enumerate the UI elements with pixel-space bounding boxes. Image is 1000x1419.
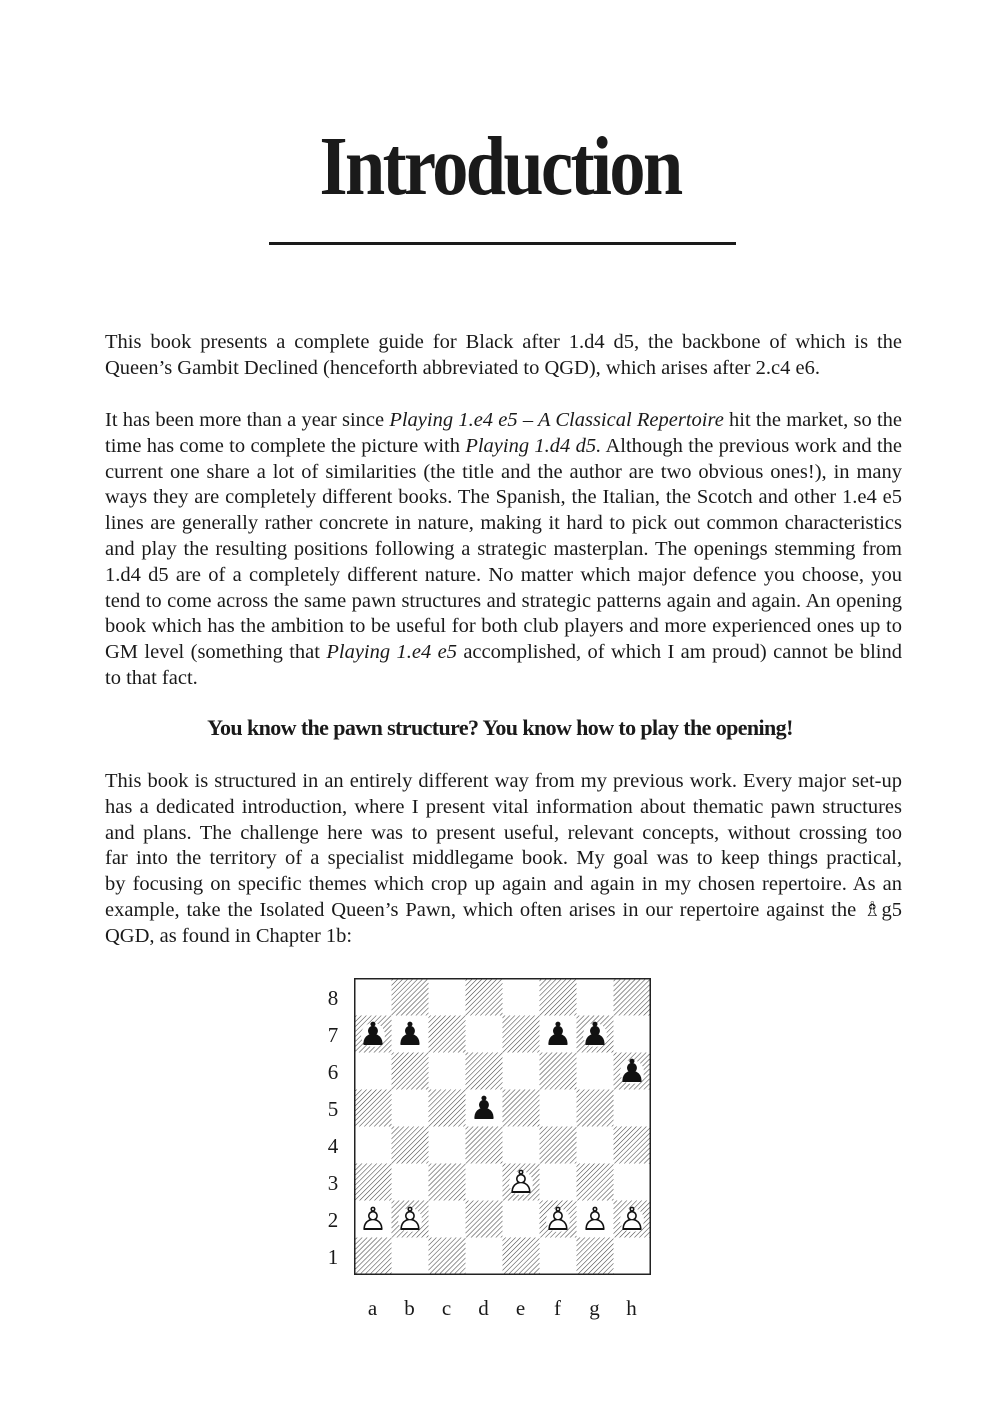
rank-label: 8 (327, 986, 339, 1010)
file-label: c (441, 1296, 452, 1320)
text-line: lines are generally rather concrete in nature, making it hard to pick out common characteristics (105, 512, 902, 535)
svg-text:♙: ♙ (358, 1200, 388, 1238)
svg-text:♟: ♟ (358, 1015, 388, 1053)
svg-text:♟: ♟ (543, 1015, 573, 1053)
book-title-italic: Playing 1.e4 e5 – A Classical Repertoire (389, 409, 724, 431)
square-b5 (392, 1090, 429, 1127)
rank-label: 6 (327, 1060, 339, 1084)
square-d6 (466, 1053, 503, 1090)
black-pawn-icon (396, 1015, 425, 1053)
svg-text:♙: ♙ (543, 1200, 573, 1238)
white-pawn-icon (359, 1200, 388, 1238)
text-line: to that fact. (105, 666, 198, 689)
black-pawn-icon (581, 1015, 610, 1053)
svg-text:♙: ♙ (617, 1200, 647, 1238)
section-heading: You know the pawn structure? You know how to play the opening! (207, 715, 793, 740)
white-pawn-icon (507, 1163, 536, 1201)
rank-label: 4 (327, 1134, 339, 1158)
file-label: f (554, 1296, 561, 1320)
text-line: Queen’s Gambit Declined (henceforth abbreviated to QGD), which arises after 2.c4 e6. (105, 356, 820, 379)
svg-text:♙: ♙ (395, 1200, 425, 1238)
svg-text:♟: ♟ (580, 1015, 610, 1053)
square-f3 (540, 1164, 577, 1201)
text-line: current one share a lot of similarities (the title and the author are two obvious ones!), in many (105, 460, 902, 483)
square-g4 (577, 1127, 614, 1164)
file-label: g (589, 1296, 600, 1320)
svg-text:♟: ♟ (617, 1052, 647, 1090)
text-line: time has come to complete the picture with Playing 1.d4 d5. Although the previous work and the (105, 434, 903, 457)
black-pawn-icon (470, 1089, 499, 1127)
file-label: d (478, 1296, 489, 1320)
square-e8 (503, 979, 540, 1016)
square-d1 (466, 1238, 503, 1275)
square-a6 (355, 1053, 392, 1090)
chess-board (354, 978, 651, 1275)
paragraph-intro (105, 330, 902, 382)
square-f5 (540, 1090, 577, 1127)
rank-label: 1 (327, 1245, 339, 1269)
title-underline (269, 242, 736, 245)
square-d8 (466, 979, 503, 1016)
square-f1 (540, 1238, 577, 1275)
file-label: b (404, 1296, 415, 1320)
square-h1 (614, 1238, 651, 1275)
rank-label: 2 (327, 1208, 339, 1232)
square-a8 (355, 979, 392, 1016)
rank-label: 3 (327, 1171, 339, 1195)
square-h4 (614, 1127, 651, 1164)
square-h7 (614, 1016, 651, 1053)
square-d3 (466, 1164, 503, 1201)
square-a4 (355, 1127, 392, 1164)
square-b4 (392, 1127, 429, 1164)
square-g3 (577, 1164, 614, 1201)
svg-text:♙: ♙ (580, 1200, 610, 1238)
text-line: GM level (something that Playing 1.e4 e5 accomplished, of which I am proud) cannot be blind (105, 641, 902, 664)
text-line: far into the territory of a specialist middlegame book. My goal was to keep things practical, (105, 847, 902, 870)
square-b3 (392, 1164, 429, 1201)
text-line: 1.d4 d5 are of a completely different nature. No matter which major defence you choose, you (105, 563, 902, 586)
text-line: This book is structured in an entirely different way from my previous work. Every major set-up (105, 770, 902, 792)
square-d7 (466, 1016, 503, 1053)
square-f8 (540, 979, 577, 1016)
page-title: Introduction (319, 120, 681, 213)
square-e6 (503, 1053, 540, 1090)
square-a3 (355, 1164, 392, 1201)
white-pawn-icon (544, 1200, 573, 1238)
square-b6 (392, 1053, 429, 1090)
square-c5 (429, 1090, 466, 1127)
text-line: tend to come across the same pawn structures and strategic patterns again and again. An opening (105, 589, 902, 612)
square-f4 (540, 1127, 577, 1164)
text-line: This book presents a complete guide for Black after 1.d4 d5, the backbone of which is the (105, 331, 902, 353)
square-g6 (577, 1053, 614, 1090)
text-line: It has been more than a year since Playing 1.e4 e5 – A Classical Repertoire hit the market, so the (105, 409, 902, 431)
square-d2 (466, 1201, 503, 1238)
book-title-italic: Playing 1.d4 d5. (465, 434, 602, 457)
text-line: has a dedicated introduction, where I present vital information about thematic pawn structures (105, 795, 902, 818)
square-g1 (577, 1238, 614, 1275)
file-label: a (367, 1296, 378, 1320)
rank-label: 7 (327, 1023, 339, 1047)
square-c6 (429, 1053, 466, 1090)
square-a5 (355, 1090, 392, 1127)
square-g8 (577, 979, 614, 1016)
text-line: and plans. The challenge here was to present useful, relevant concepts, without crossing too (105, 821, 902, 844)
square-c7 (429, 1016, 466, 1053)
square-g5 (577, 1090, 614, 1127)
square-d4 (466, 1127, 503, 1164)
paragraph-background (105, 408, 902, 692)
text-line: and play the resulting positions following a strategic masterplan. The openings stemming from (105, 537, 902, 560)
square-h8 (614, 979, 651, 1016)
svg-text:♙: ♙ (506, 1163, 536, 1201)
black-pawn-icon (544, 1015, 573, 1053)
square-f6 (540, 1053, 577, 1090)
square-e1 (503, 1238, 540, 1275)
white-pawn-icon (581, 1200, 610, 1238)
black-pawn-icon (359, 1015, 388, 1053)
white-pawn-icon (396, 1200, 425, 1238)
text-line: QGD, as found in Chapter 1b: (105, 924, 353, 947)
black-pawn-icon (618, 1052, 647, 1090)
square-c2 (429, 1201, 466, 1238)
svg-text:♟: ♟ (469, 1089, 499, 1127)
square-c4 (429, 1127, 466, 1164)
square-a1 (355, 1238, 392, 1275)
file-label: h (626, 1296, 637, 1320)
square-c3 (429, 1164, 466, 1201)
file-label: e (515, 1296, 526, 1320)
square-e4 (503, 1127, 540, 1164)
white-pawn-icon (618, 1200, 647, 1238)
square-c1 (429, 1238, 466, 1275)
book-title-italic: Playing 1.e4 e5 (326, 641, 457, 664)
square-h3 (614, 1164, 651, 1201)
paragraph-structure (105, 769, 902, 950)
square-h5 (614, 1090, 651, 1127)
square-b1 (392, 1238, 429, 1275)
text-line: example, take the Isolated Queen’s Pawn, which often arises in our repertoire against the ♗g5 (105, 898, 902, 921)
svg-text:♟: ♟ (395, 1015, 425, 1053)
square-e2 (503, 1201, 540, 1238)
square-e7 (503, 1016, 540, 1053)
square-b8 (392, 979, 429, 1016)
square-c8 (429, 979, 466, 1016)
square-e5 (503, 1090, 540, 1127)
rank-label: 5 (327, 1097, 339, 1121)
text-line: ways they are completely different books. The Spanish, the Italian, the Scotch and other 1.e4 e5 (105, 486, 902, 509)
text-line: book which has the ambition to be useful for both club players and more experienced ones up to (105, 615, 902, 638)
text-line: by focusing on specific themes which crop up again and again in my chosen repertoire. As an (105, 873, 902, 896)
